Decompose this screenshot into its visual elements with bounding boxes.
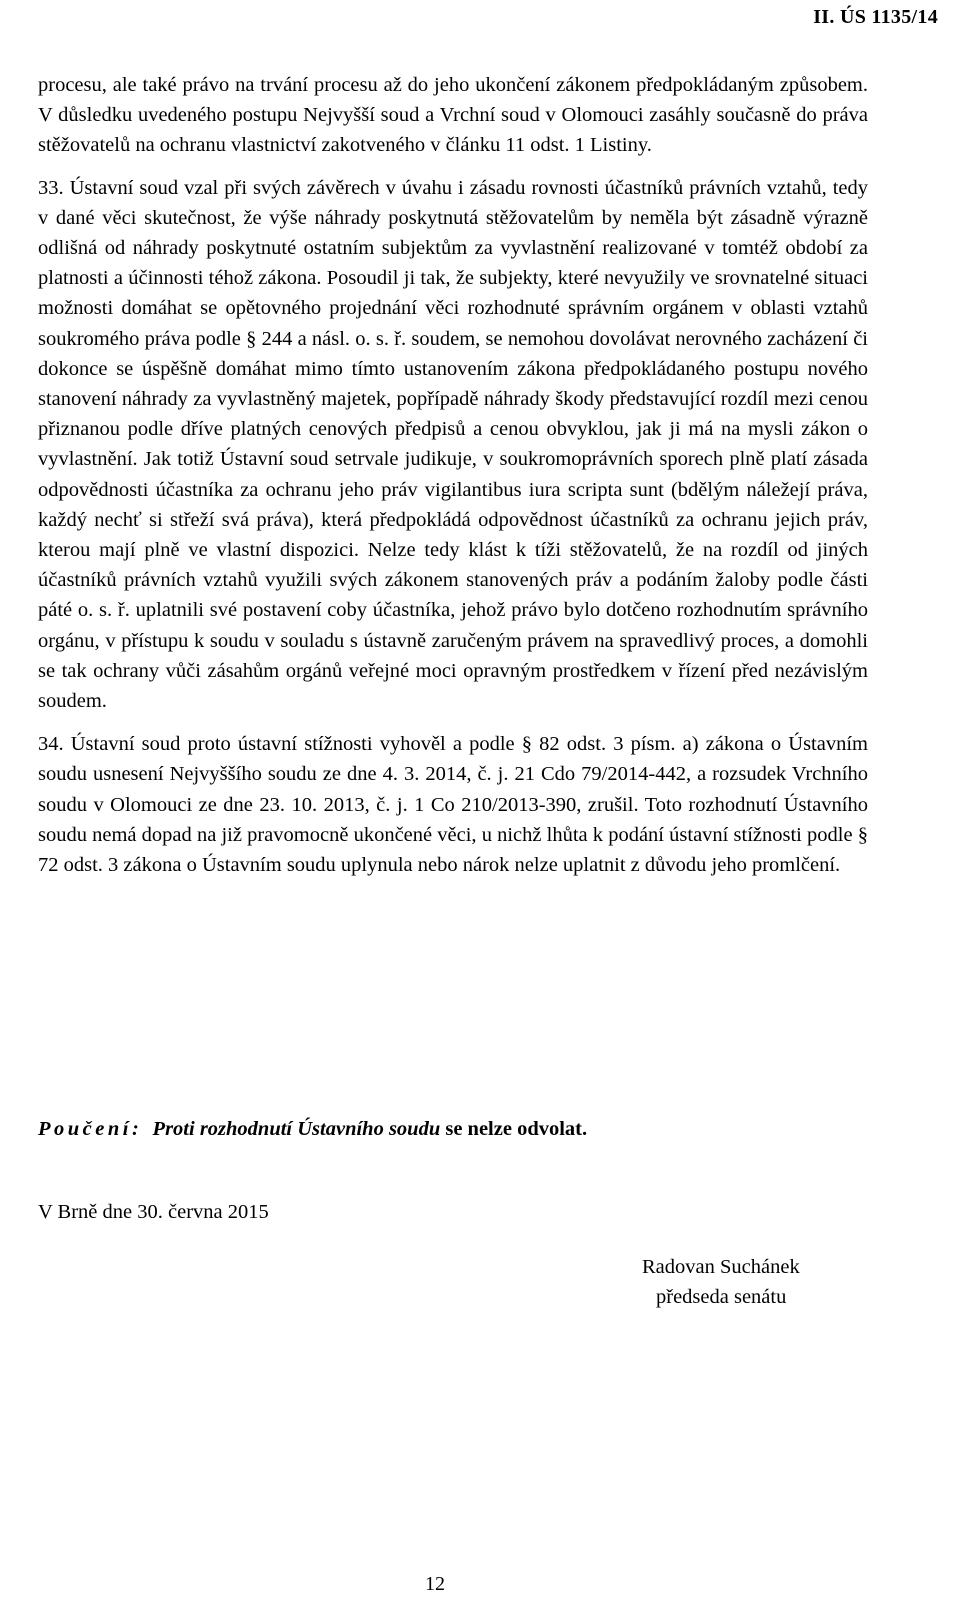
document-body (38, 70, 868, 880)
notice-text-italic: Proti rozhodnutí Ústavního soudu (152, 1118, 441, 1140)
paragraph-33: 33. Ústavní soud vzal při svých závěrech v úvahu i zásadu rovnosti účastníků právních vztahů, tedy v dané věci skutečnost, že výše náhrady poskytnutá stěžovatelům by neměla být zásadně výrazně odlišná od náhrady poskytnuté ostatním subjektům za vyvlastnění realizované v tomtéž období za platnosti a účinnosti téhož zákona. Posoudil ji tak, že subjekty, které nevyužily ve srovnatelné situaci možnosti domáhat se opětovného projednání věci rozhodnuté správním orgánem v oblasti vztahů soukromého práva podle § 244 a násl. o. s. ř. soudem, se nemohou dovolávat nerovného zacházení či dokonce se úspěšně domáhat mimo tímto ustanovením zákona předpokládaného postupu nového stanovení náhrady za vyvlastněný majetek, popřípadě náhrady škody představující rozdíl mezi cenou přiznanou podle dříve platných cenových předpisů a cenou obvyklou, jak ji má na mysli zákon o vyvlastnění. Jak totiž Ústavní soud setrvale judikuje, v soukromoprávních sporech plně platí zásada odpovědnosti účastníka za ochranu jeho práv vigilantibus iura scripta sunt (bdělým náležejí práva, každý nechť si střeží svá práva), která předpokládá odpovědnost účastníků za ochranu jejich práv, kterou mají plně ve vlastní dispozici. Nelze tedy klást k tíži stěžovatelů, že na rozdíl od jiných účastníků právních vztahů využili svých zákonem stanovených práv a podáním žaloby podle části páté o. s. ř. uplatnili své postavení coby účastníka, jehož právo bylo dotčeno rozhodnutím správního orgánu, v přístupu k soudu v souladu s ústavně zaručeným právem na spravedlivý proces, a domohli se tak ochrany vůči zásahům orgánů veřejné moci opravným prostředkem v řízení před nezávislým soudem. (38, 176, 868, 713)
notice-label: Poučení: (38, 1118, 143, 1140)
signature-block (642, 1252, 800, 1312)
signer-name: Radovan Suchánek (642, 1256, 800, 1278)
legal-notice (38, 1114, 587, 1144)
place-and-date: V Brně dne 30. června 2015 (38, 1201, 269, 1223)
signer-role: předseda senátu (656, 1286, 787, 1308)
notice-text-plain: se nelze odvolat. (440, 1118, 588, 1140)
paragraph-continuation: procesu, ale také právo na trvání procesu až do jeho ukončení zákonem předpokládaným způsobem. V důsledku uvedeného postupu Nejvyšší soud a Vrchní soud v Olomouci zasáhly současně do práva stěžovatelů na ochranu vlastnictví zakotveného v článku 11 odst. 1 Listiny. (38, 74, 868, 157)
paragraph-34: 34. Ústavní soud proto ústavní stížnosti vyhověl a podle § 82 odst. 3 písm. a) zákona o Ústavním soudu usnesení Nejvyššího soudu ze dne 4. 3. 2014, č. j. 21 Cdo 79/2014-442, a rozsudek Vrchního soudu v Olomouci ze dne 23. 10. 2013, č. j. 1 Co 210/2013-390, zrušil. Toto rozhodnutí Ústavního soudu nemá dopad na již pravomocně ukončené věci, u nichž lhůta k podání ústavní stížnosti podle § 72 odst. 3 zákona o Ústavním soudu uplynula nebo nárok nelze uplatnit z důvodu jeho promlčení. (38, 733, 868, 877)
case-number-header: II. ÚS 1135/14 (813, 6, 938, 28)
page-number: 12 (425, 1573, 445, 1595)
